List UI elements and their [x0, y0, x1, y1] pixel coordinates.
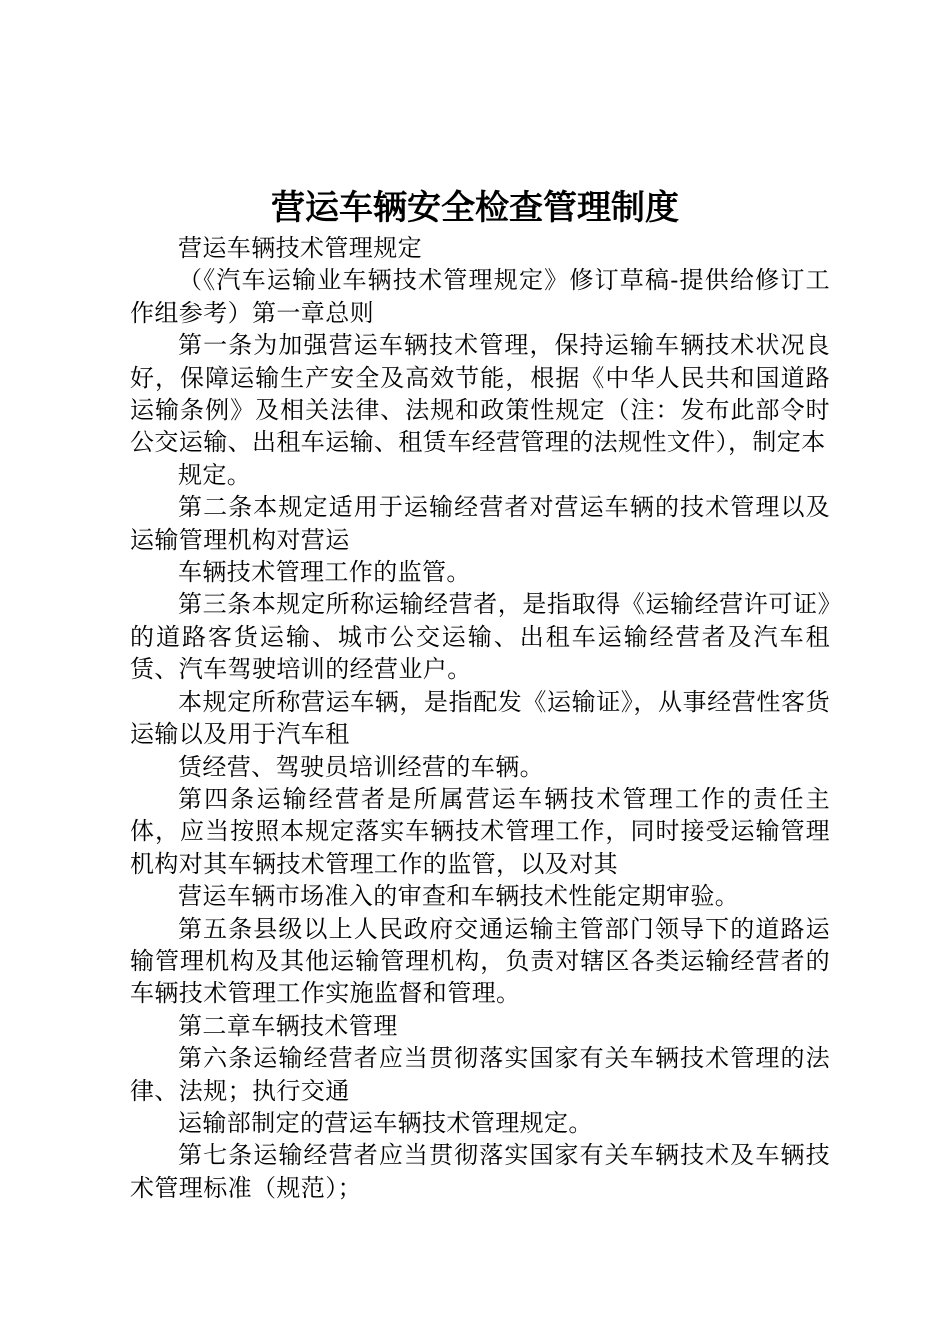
chapter-heading: 第二章车辆技术管理 — [178, 1011, 398, 1040]
paragraph: 运输部制定的营运车辆技术管理规定。 — [178, 1108, 593, 1137]
paragraph: 规定。 — [178, 460, 252, 489]
paragraph: 第七条运输经营者应当贯彻落实国家有关车辆技术及车辆技术管理标准（规范）； — [130, 1141, 830, 1202]
paragraph: 第五条县级以上人民政府交通运输主管部门领导下的道路运输管理机构及其他运输管理机构，负责对辖区各类运输经营者的车辆技术管理工作实施监督和管理。 — [130, 914, 830, 1008]
paragraph: （《汽车运输业车辆技术管理规定》修订草稿-提供给修订工作组参考）第一章总则 — [130, 266, 830, 327]
paragraph: 第六条运输经营者应当贯彻落实国家有关车辆技术管理的法律、法规；执行交通 — [130, 1044, 830, 1105]
document-body — [130, 232, 830, 1204]
document-title: 营运车辆安全检查管理制度 — [271, 188, 679, 228]
paragraph: 第二条本规定适用于运输经营者对营运车辆的技术管理以及运输管理机构对营运 — [130, 493, 830, 554]
paragraph: 第四条运输经营者是所属营运车辆技术管理工作的责任主体，应当按照本规定落实车辆技术管理工作，同时接受运输管理机构对其车辆技术管理工作的监管，以及对其 — [130, 784, 830, 878]
paragraph: 赁经营、驾驶员培训经营的车辆。 — [178, 752, 544, 781]
paragraph: 车辆技术管理工作的监管。 — [178, 558, 471, 587]
paragraph: 第一条为加强营运车辆技术管理，保持运输车辆技术状况良好，保障运输生产安全及高效节能，根据《中华人民共和国道路运输条例》及相关法律、法规和政策性规定（注：发布此部令时公交运输、出租车运输、租赁车经营管理的法规性文件），制定本 — [130, 331, 830, 457]
paragraph: 营运车辆技术管理规定 — [178, 234, 422, 262]
paragraph: 营运车辆市场准入的审查和车辆技术性能定期审验。 — [178, 882, 740, 911]
paragraph: 第三条本规定所称运输经营者，是指取得《运输经营许可证》的道路客货运输、城市公交运输、出租车运输经营者及汽车租赁、汽车驾驶培训的经营业户。 — [130, 590, 830, 684]
paragraph: 本规定所称营运车辆，是指配发《运输证》，从事经营性客货运输以及用于汽车租 — [130, 687, 830, 749]
